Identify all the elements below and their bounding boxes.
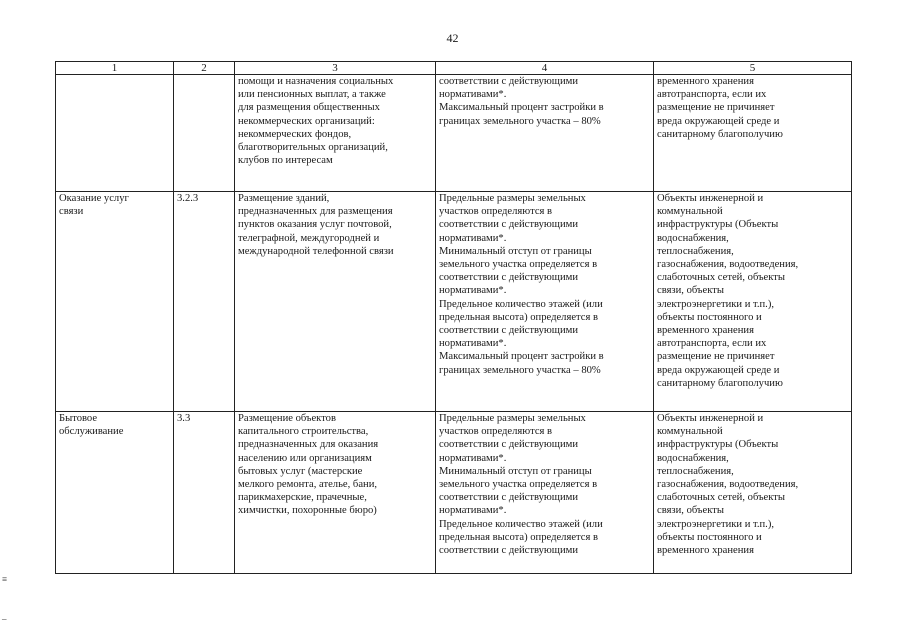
page-number: 42 [446,31,459,45]
restrictions-cell [654,192,852,412]
column-header-1: 1 [56,62,174,75]
use-code-cell [174,412,235,574]
use-description: Размещение объектов капитального строительства, предназначенных для оказания населению или организациям бытовых услуг (мастерские мелкого ремонта, ателье, бани, парикмахерские, прачечные, химчистки, похоронные бюро) [238,413,379,517]
use-code-cell [174,75,235,192]
use-name-cell [56,192,174,412]
restrictions-cell [654,412,852,574]
header-row [56,62,852,75]
use-name: Бытовое обслуживание [59,413,124,438]
description-cell [235,412,436,574]
use-parameters: Предельные размеры земельных участков определяются в соответствии с действующими нормативами*. Минимальный отступ от границы земельного участка определяется в соответствии с действующими нормативами*. Предельное количество этажей (или предельная высота) определяется в соответствии с действующими [439,413,603,557]
parameters-cell [436,412,654,574]
column-header-3: 3 [235,62,436,75]
use-name: Оказание услуг связи [59,193,129,218]
use-code: 3.2.3 [177,193,199,204]
margin-mark: ≡ [2,574,8,584]
regulations-table [55,61,852,574]
use-restrictions: временного хранения автотранспорта, если их размещение не причиняет вреда окружающей среде и санитарному благополучию [657,76,783,140]
restrictions-cell [654,75,852,192]
parameters-cell [436,75,654,192]
column-header-2: 2 [174,62,235,75]
description-cell [235,192,436,412]
column-header-5: 5 [654,62,852,75]
table-row [56,75,852,192]
table-row [56,412,852,574]
column-header-4: 4 [436,62,654,75]
description-cell [235,75,436,192]
table-row [56,192,852,412]
use-description: Размещение зданий, предназначенных для размещения пунктов оказания услуг почтовой, телеграфной, междугородней и международной телефонной связи [238,193,394,257]
use-restrictions: Объекты инженерной и коммунальной инфраструктуры (Объекты водоснабжения, теплоснабжения, газоснабжения, водоотведения, слаботочных сетей, объекты связи, объекты электроэнергетики и т.п.), объекты постоянного и временного хранения [657,413,799,557]
parameters-cell [436,192,654,412]
use-name-cell [56,412,174,574]
use-description: помощи и назначения социальных или пенсионных выплат, а также для размещения общественных некоммерческих организаций: некоммерческих фондов, благотворительных организаций, клубов по интересам [238,76,394,167]
use-parameters: соответствии с действующими нормативами*. Максимальный процент застройки в границах земельного участка – 80% [439,76,604,127]
use-name-cell [56,75,174,192]
use-code: 3.3 [177,413,191,424]
use-code-cell [174,192,235,412]
use-parameters: Предельные размеры земельных участков определяются в соответствии с действующими нормативами*. Минимальный отступ от границы земельного участка определяется в соответствии с действующими нормативами*. Предельное количество этажей (или предельная высота) определяется в соответствии с действующими нормативами*. Максимальный процент застройки в границах земельного участка – 80% [439,193,604,376]
margin-mark: – [2,614,7,624]
use-restrictions: Объекты инженерной и коммунальной инфраструктуры (Объекты водоснабжения, теплоснабжения, газоснабжения, водоотведения, слаботочных сетей, объекты связи, объекты электроэнергетики и т.п.), объекты постоянного и временного хранения автотранспорта, если их размещение не причиняет вреда окружающей среде и санитарному благополучию [657,193,799,389]
